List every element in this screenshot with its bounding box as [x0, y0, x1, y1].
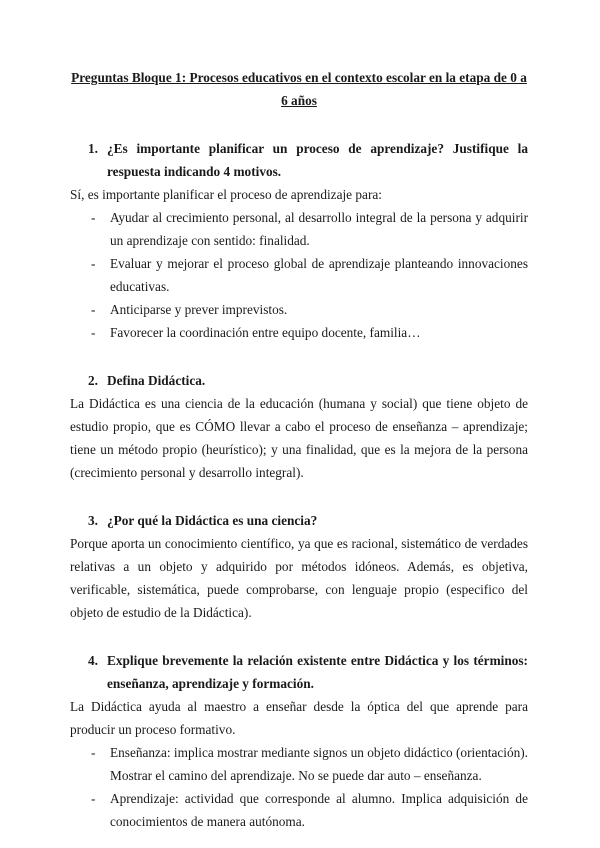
bullet-text: Favorecer la coordinación entre equipo docente, familia… [110, 325, 421, 340]
bullet-text: Enseñanza: implica mostrar mediante signos un objeto didáctico (orientación). Mostrar el camino del aprendizaje. No se puede dar auto – enseñanza. [110, 745, 528, 783]
question-section-3 [70, 509, 528, 624]
bullet-item [70, 252, 528, 298]
question-section-2 [70, 369, 528, 484]
bullet-text: Aprendizaje: actividad que corresponde al alumno. Implica adquisición de conocimientos de manera autónoma. [110, 791, 528, 829]
question-heading-text: Explique brevemente la relación existente entre Didáctica y los términos: enseñanza, aprendizaje y formación. [107, 653, 528, 691]
bullet-text: Evaluar y mejorar el proceso global de aprendizaje planteando innovaciones educativas. [110, 256, 528, 294]
question-heading [70, 369, 528, 392]
bullet-item [70, 787, 528, 833]
question-number: 1. [88, 141, 98, 156]
question-heading [70, 137, 528, 183]
question-heading [70, 509, 528, 532]
bullet-dash: - [91, 791, 96, 806]
bullet-text: Ayudar al crecimiento personal, al desarrollo integral de la persona y adquirir un aprendizaje con sentido: finalidad. [110, 210, 528, 248]
question-number: 2. [88, 373, 98, 388]
question-heading [70, 649, 528, 695]
question-section-4 [70, 649, 528, 833]
bullet-dash: - [91, 302, 96, 317]
bullet-item [70, 741, 528, 787]
bullet-item [70, 206, 528, 252]
question-section-1 [70, 137, 528, 344]
bullet-item [70, 321, 528, 344]
bullet-dash: - [91, 325, 96, 340]
bullet-dash: - [91, 256, 96, 271]
paragraph: La Didáctica ayuda al maestro a enseñar desde la óptica del que aprende para producir un proceso formativo. [70, 699, 528, 737]
question-heading-text: Defina Didáctica. [107, 373, 206, 388]
bullet-text: Anticiparse y prever imprevistos. [110, 302, 288, 317]
paragraph: Porque aporta un conocimiento científico, ya que es racional, sistemático de verdades relativas a un objeto y adquirido por métodos idóneos. Además, es objetiva, verificable, sistemática, puede comprobarse, con lenguaje propio (especifico del objeto de estudio de la Didáctica). [70, 536, 528, 620]
question-number: 4. [88, 653, 98, 668]
bullet-dash: - [91, 210, 96, 225]
paragraph: La Didáctica es una ciencia de la educación (humana y social) que tiene objeto de estudio propio, que es CÓMO llevar a cabo el proceso de enseñanza – aprendizaje; tiene un método propio (heurístico); y una finalidad, que es la mejora de la persona (crecimiento personal y desarrollo integral). [70, 396, 528, 480]
question-number: 3. [88, 513, 98, 528]
page-title: Preguntas Bloque 1: Procesos educativos en el contexto escolar en la etapa de 0 a 6 años [71, 70, 527, 108]
bullet-dash: - [91, 745, 96, 760]
question-heading-text: ¿Por qué la Didáctica es una ciencia? [107, 513, 318, 528]
question-heading-text: ¿Es importante planificar un proceso de aprendizaje? Justifique la respuesta indicando 4 motivos. [107, 141, 528, 179]
bullet-item [70, 298, 528, 321]
paragraph: Sí, es importante planificar el proceso de aprendizaje para: [70, 187, 382, 202]
